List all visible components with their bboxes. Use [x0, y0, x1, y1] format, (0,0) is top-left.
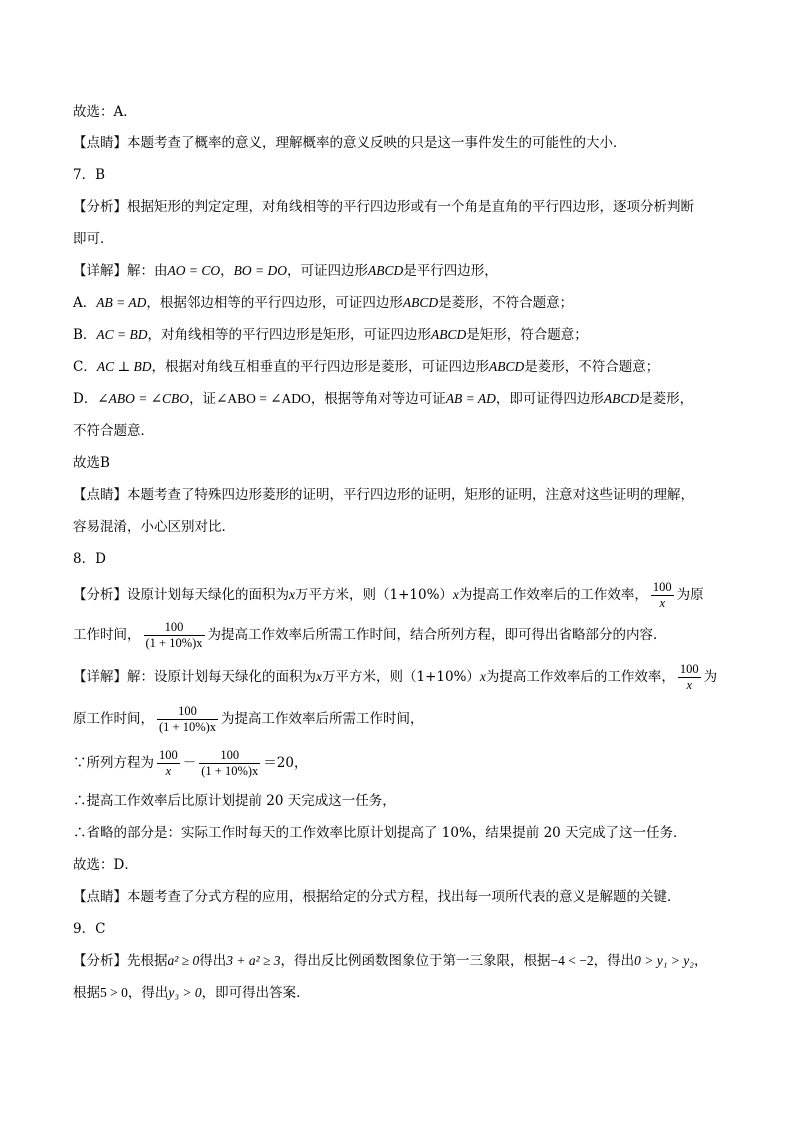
fraction-numerator: 100 [199, 748, 260, 764]
minus-sign: － [182, 755, 197, 771]
text-line [73, 856, 138, 874]
comment-text: 【点睛】本题考查了特殊四边形菱形的证明，平行四边形的证明，矩形的证明，注意对这些证明的理解， [73, 487, 694, 503]
analysis-text: 工作时间， [73, 627, 141, 643]
text-line [73, 454, 110, 472]
detail-text: ，根据邻边相等的平行四边形，可证四边形 [146, 295, 403, 311]
fraction-denominator: x [659, 596, 666, 610]
math-variable: x [316, 669, 322, 684]
math-variable: x [289, 587, 295, 602]
fraction [678, 662, 701, 693]
analysis-text: 为原 [676, 587, 704, 603]
text-line [73, 702, 424, 736]
fraction-denominator: x [165, 764, 172, 778]
math-expression: AB = AD [445, 391, 496, 406]
detail-text: 是菱形，不符合题意； [524, 359, 660, 375]
analysis-text: 【分析】根据矩形的判定定理，对角线相等的平行四边形或有一个角是直角的平行四边形，逐项分析判断 [73, 199, 694, 215]
text-line [73, 230, 114, 248]
fraction [157, 748, 180, 779]
detail-text: 【详解】解：由 [73, 263, 168, 279]
math-expression: 3 + a² ≥ 3 [226, 953, 281, 968]
math-expression: AC = BD [96, 327, 148, 342]
detail-text: ∴提高工作效率后比原计划提前 20 天完成这一任务， [73, 793, 396, 809]
math-expression: BO = DO [233, 263, 287, 278]
math-expression: AB = AD [96, 295, 147, 310]
analysis-text: 【分析】设原计划每天绿化的面积为 [73, 587, 289, 603]
analysis-text: ， [693, 953, 708, 969]
detail-text: 为 [703, 669, 718, 685]
math-expression: 0 > y₁ > y₂ [634, 953, 694, 968]
fraction [157, 704, 218, 735]
text-line [73, 198, 694, 216]
detail-text: ∴省略的部分是：实际工作时每天的工作效率比原计划提高了 10%，结果提前 20 天完成了这一任务． [73, 825, 687, 841]
question-answer: 9．C [73, 921, 106, 937]
answer-choice: 故选：A． [73, 104, 137, 120]
detail-text: 原工作时间， [73, 711, 154, 727]
text-line [73, 578, 704, 612]
text-line [73, 294, 573, 312]
fraction-denominator: (1 + 10%)x [145, 636, 203, 650]
detail-text: 是矩形，符合题意； [466, 327, 588, 343]
fraction-denominator: x [686, 678, 693, 692]
text-line [73, 952, 707, 970]
comment-text: 【点睛】本题考查了分式方程的应用，根据给定的分式方程，找出每一项所代表的意义是解题的关键． [73, 889, 681, 905]
fraction [199, 748, 260, 779]
detail-text: ，对角线相等的平行四边形是矩形，可证四边形 [147, 327, 432, 343]
math-expression: ABCD [603, 391, 640, 406]
text-line [73, 518, 235, 536]
math-expression: AC ⊥ BD [96, 359, 152, 374]
math-expression: −4 < −2 [550, 953, 594, 968]
question-number [73, 550, 106, 568]
option-label: D． [73, 391, 98, 407]
text-line [73, 390, 693, 408]
detail-text: 为提高工作效率后所需工作时间， [221, 711, 424, 727]
math-expression: ABCD [431, 327, 467, 342]
question-number [73, 166, 105, 184]
fraction [651, 580, 674, 611]
fraction-numerator: 100 [144, 620, 205, 636]
fraction-numerator: 100 [159, 748, 178, 762]
question-answer: 7．B [73, 167, 106, 183]
detail-text: 不符合题意． [73, 423, 154, 439]
detail-text: 是平行四边形， [403, 263, 498, 279]
math-expression: 5 > 0 [100, 985, 128, 1000]
fraction-numerator: 100 [652, 580, 672, 594]
detail-text: ∵所列方程为 [73, 755, 154, 771]
analysis-text: 即可． [73, 231, 114, 247]
option-label: B． [73, 327, 97, 343]
text-line [73, 358, 659, 376]
text-line [73, 618, 667, 652]
analysis-text: ，得出 [593, 953, 635, 969]
analysis-text: 根据 [73, 985, 100, 1001]
fraction [144, 620, 205, 651]
analysis-text: 为提高工作效率后所需工作时间，结合所列方程，即可得出省略部分的内容． [207, 627, 667, 643]
math-expression: y₃ > 0 [168, 985, 202, 1000]
fraction-numerator: 100 [679, 662, 699, 676]
detail-text: ，证 [189, 391, 217, 407]
option-label: A． [73, 295, 97, 311]
detail-text: ，可证四边形 [286, 263, 368, 279]
option-label: C． [73, 359, 97, 375]
question-answer: 8．D [73, 551, 106, 567]
text-line [73, 824, 687, 842]
analysis-text: ，得出 [127, 985, 169, 1001]
detail-text: ，根据对角线互相垂直的平行四边形是菱形，可证四边形 [151, 359, 490, 375]
answer-choice: 故选B [73, 455, 110, 471]
math-expression: ABCD [367, 263, 404, 278]
text-line [73, 792, 396, 810]
text-line [73, 103, 137, 121]
analysis-text: ，即可得出答案． [201, 985, 310, 1001]
detail-text: 万平方米，则（1+10%） [322, 669, 480, 685]
detail-text: ，根据等角对等边可证 [310, 391, 446, 407]
detail-text: 【详解】解：设原计划每天绿化的面积为 [73, 669, 316, 685]
fraction-denominator: (1 + 10%)x [201, 764, 259, 778]
detail-text: 为提高工作效率后的工作效率， [485, 669, 675, 685]
text-line [73, 134, 627, 152]
comment-text: 容易混淆，小心区别对比． [73, 519, 235, 535]
detail-text: ，即可证得四边形 [495, 391, 604, 407]
comment-text: 【点睛】本题考查了概率的意义，理解概率的意义反映的只是这一事件发生的可能性的大小． [73, 135, 627, 151]
text-line [73, 888, 681, 906]
detail-text: ， [220, 263, 234, 279]
text-line [73, 746, 307, 780]
fraction-numerator: 100 [157, 704, 218, 720]
text-line [73, 660, 717, 694]
text-line [73, 262, 498, 280]
analysis-text: 万平方米，则（1+10%） [295, 587, 453, 603]
text-line [73, 486, 694, 504]
analysis-text: 为提高工作效率后的工作效率， [458, 587, 648, 603]
analysis-text: 得出 [199, 953, 227, 969]
math-expression: ABCD [402, 295, 439, 310]
detail-text: 是菱形，不符合题意； [438, 295, 574, 311]
fraction-denominator: (1 + 10%)x [159, 720, 217, 734]
math-variable: x [452, 587, 459, 602]
detail-text: 是菱形， [639, 391, 694, 407]
text-line [73, 984, 310, 1002]
math-expression: ABCD [489, 359, 525, 374]
math-expression: ∠ABO = ∠CBO [97, 391, 190, 406]
question-number [73, 920, 105, 938]
detail-text: ＝20， [263, 755, 308, 771]
analysis-text: 【分析】先根据 [73, 953, 168, 969]
text-line [73, 326, 588, 344]
math-expression: a² ≥ 0 [167, 953, 200, 968]
text-line [73, 422, 154, 440]
analysis-text: ，得出反比例函数图象位于第一三象限，根据 [280, 953, 551, 969]
math-expression: ∠ABO = ∠ADO [216, 391, 311, 406]
answer-choice: 故选：D． [73, 857, 138, 873]
math-expression: AO = CO [167, 263, 221, 278]
math-variable: x [479, 669, 486, 684]
